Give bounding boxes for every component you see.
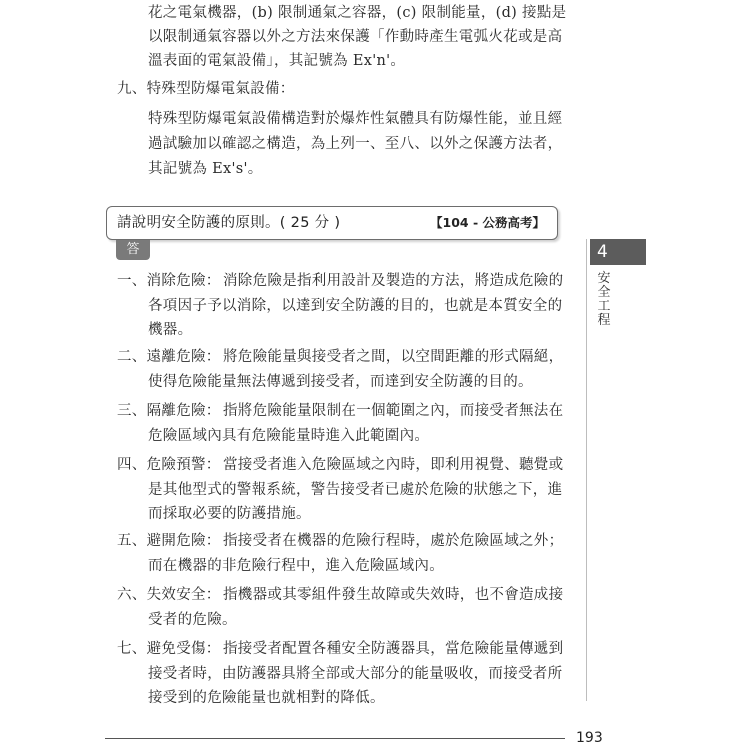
answer-item-line: 消除危險是指利用設計及製造的方法，將造成危險的 — [223, 273, 564, 289]
answer-item-heading: 二、遠離危險： — [117, 349, 221, 365]
answer-item-line: 指將危險能量限制在一個範圍之內，而接受者無法在 — [223, 403, 564, 419]
chapter-title-char: 程 — [597, 313, 611, 328]
chapter-tab — [590, 239, 646, 265]
question-box — [106, 206, 558, 240]
section9-line-1: 特殊型防爆電氣設備構造對於爆炸性氣體具有防爆性能，並且經 — [148, 111, 563, 127]
question-text: 請說明安全防護的原則。( 25 分 ) — [117, 215, 341, 231]
answer-item-line: 指機器或其零組件發生故障或失效時，也不會造成接 — [223, 587, 564, 603]
answer-item-line: 當接受者進入危險區域之內時，即利用視覺、聽覺或 — [223, 457, 564, 473]
chapter-number: 4 — [597, 242, 608, 262]
answer-item-heading: 一、消除危險： — [117, 273, 221, 289]
answer-item-line: 指接受者配置各種安全防護器具，當危險能量傳遞到 — [223, 641, 564, 657]
answer-item-line: 指接受者在機器的危險行程時，處於危險區域之外； — [223, 533, 564, 549]
question-reference: 【104 - 公務高考】 — [430, 215, 545, 230]
margin-divider — [586, 239, 587, 701]
answer-item-heading: 六、失效安全： — [117, 587, 221, 603]
chapter-title — [596, 272, 612, 328]
section9-heading: 九、特殊型防爆電氣設備： — [117, 81, 295, 97]
answer-item-heading: 三、隔離危險： — [117, 403, 221, 419]
answer-item-line: 機器。 — [148, 322, 193, 338]
intro-line-2: 以限制通氣容器以外之方法來保護「作動時產生電弧火花或是高 — [148, 29, 563, 45]
answer-item-line: 是其他型式的警報系統，警告接受者已處於危險的狀態之下，進 — [148, 481, 563, 498]
page-number: 193 — [576, 730, 603, 746]
chapter-title-char: 全 — [597, 285, 611, 300]
answer-item-line: 接受者時，由防護器具將全部或大部分的能量吸收，而接受者所 — [148, 665, 563, 682]
answer-item-line: 而採取必要的防護措施。 — [148, 506, 311, 522]
answer-item-heading: 七、避免受傷： — [117, 641, 221, 657]
answer-item-line: 將危險能量與接受者之間，以空間距離的形式隔絕， — [223, 349, 564, 365]
answer-item-line: 而在機器的非危險行程中，進入危險區域內。 — [148, 557, 444, 574]
answer-badge: 答 — [116, 240, 150, 260]
intro-line-1: 花之電氣機器，(b) 限制通氣之容器，(c) 限制能量，(d) 接點是 — [148, 5, 567, 21]
answer-item-heading: 五、避開危險： — [117, 533, 221, 549]
answer-item-line: 危險區域內具有危險能量時進入此範圍內。 — [148, 427, 430, 444]
section9-line-3: 其記號為 Ex's'。 — [148, 161, 263, 177]
chapter-title-char: 工 — [597, 299, 611, 314]
answer-item-line: 使得危險能量無法傳遞到接受者，而達到安全防護的目的。 — [148, 373, 533, 390]
footer-rule — [105, 738, 565, 739]
answer-item-line: 接受到的危險能量也就相對的降低。 — [148, 690, 385, 706]
answer-item-line: 受者的危險。 — [148, 611, 237, 628]
chapter-title-char: 安 — [597, 271, 611, 286]
section9-line-2: 過試驗加以確認之構造，為上列一、至八、以外之保護方法者， — [148, 136, 563, 152]
intro-line-3: 溫表面的電氣設備」，其記號為 Ex'n'。 — [148, 53, 406, 69]
answer-item-heading: 四、危險預警： — [117, 457, 221, 473]
answer-item-line: 各項因子予以消除，以達到安全防護的目的，也就是本質安全的 — [148, 297, 563, 314]
